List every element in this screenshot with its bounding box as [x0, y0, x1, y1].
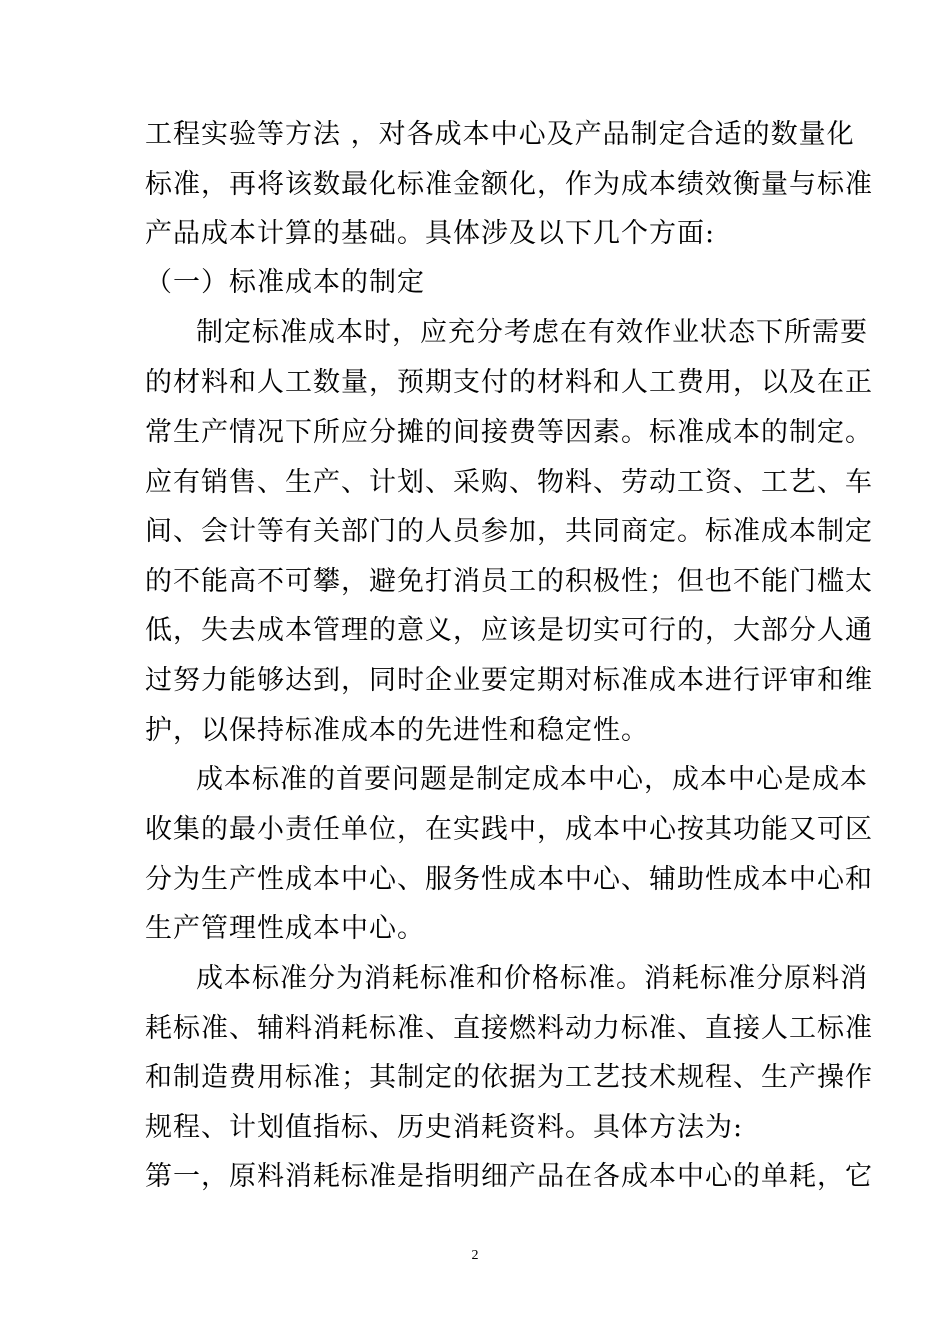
- text-line: 工程实验等方法 ，对各成本中心及产品制定合适的数量化: [145, 119, 855, 150]
- text-line: 应有销售、生产、计划、采购、物料、劳动工资、工艺、车: [145, 467, 873, 498]
- text-line: 低，失去成本管理的意义，应该是切实可行的，大部分人通: [145, 615, 873, 646]
- text-line: 第一，原料消耗标准是指明细产品在各成本中心的单耗，它: [145, 1161, 873, 1192]
- text-line: 护，以保持标准成本的先进性和稳定性。: [145, 715, 649, 746]
- text-line: 产品成本计算的基础。具体涉及以下几个方面:: [145, 218, 716, 249]
- text-line: 过努力能够达到，同时企业要定期对标准成本进行评审和维: [145, 665, 873, 696]
- text-line: 制定标准成本时，应充分考虑在有效作业状态下所需要: [196, 317, 868, 348]
- text-line: 标准，再将该数最化标准金额化，作为成本绩效衡量与标准: [145, 169, 873, 200]
- text-line: 间、会计等有关部门的人员参加，共同商定。标准成本制定: [145, 516, 873, 547]
- text-line: 收集的最小责任单位，在实践中，成本中心按其功能又可区: [145, 814, 873, 845]
- text-line: 的材料和人工数量，预期支付的材料和人工费用，以及在正: [145, 367, 873, 398]
- text-line: 成本标准分为消耗标准和价格标准。消耗标准分原料消: [196, 963, 868, 994]
- text-line: 生产管理性成本中心。: [145, 913, 425, 944]
- text-line: 成本标准的首要问题是制定成本中心，成本中心是成本: [196, 764, 868, 795]
- text-line: 规程、计划值指标、历史消耗资料。具体方法为:: [145, 1112, 744, 1143]
- text-line: 常生产情况下所应分摊的间接费等因素。标准成本的制定。: [145, 417, 873, 448]
- page-number: 2: [471, 1248, 479, 1263]
- section-heading: （一）标准成本的制定: [145, 267, 425, 298]
- text-line: 和制造费用标准；其制定的依据为工艺技术规程、生产操作: [145, 1062, 873, 1093]
- text-line: 分为生产性成本中心、服务性成本中心、辅助性成本中心和: [145, 864, 873, 895]
- text-line: 的不能高不可攀，避免打消员工的积极性；但也不能门槛太: [145, 566, 873, 597]
- text-line: 耗标准、辅料消耗标准、直接燃料动力标准、直接人工标准: [145, 1013, 873, 1044]
